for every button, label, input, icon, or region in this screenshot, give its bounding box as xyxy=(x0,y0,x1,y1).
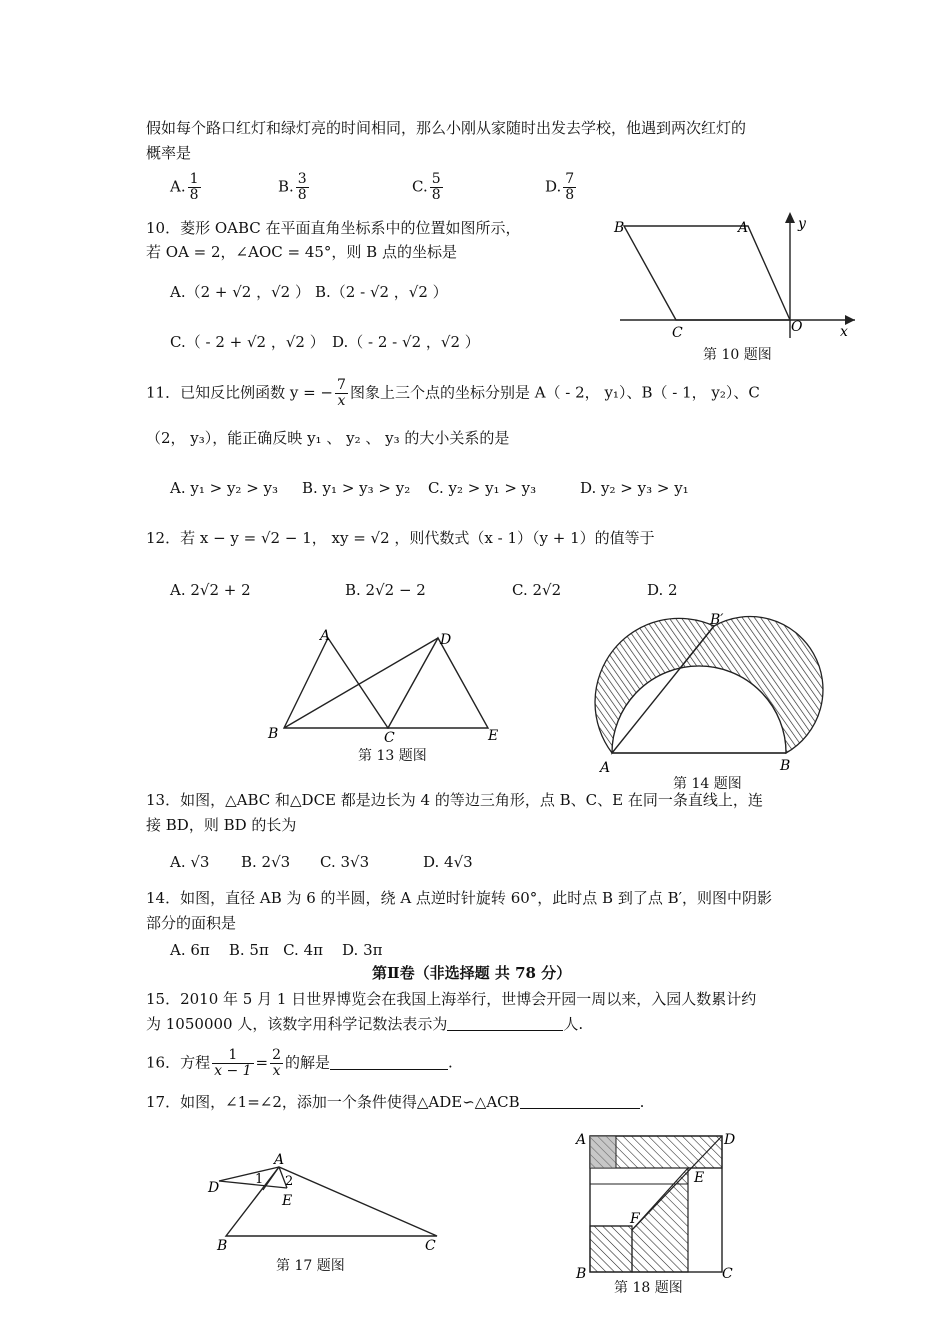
fig14-caption: 第 14 题图 xyxy=(673,776,742,792)
q13-option-d: D. 4√3 xyxy=(423,853,473,871)
q9-option-d: D. $\frac{7}{8}$ xyxy=(545,171,575,203)
q12-option-d: D. 2 xyxy=(647,581,678,599)
fig10-label-a: A xyxy=(738,220,749,236)
fig10-caption: 第 10 题图 xyxy=(703,347,772,363)
fig17-label-d: D xyxy=(208,1180,220,1196)
fig18-caption: 第 18 题图 xyxy=(614,1280,683,1296)
figure-10 xyxy=(600,208,870,348)
q9-option-c: C. $\frac{5}{8}$ xyxy=(412,171,441,203)
fig17-label-c: C xyxy=(425,1238,436,1254)
q13-option-b: B. 2√3 xyxy=(241,853,291,871)
q11-option-c: C. y₂ > y₁ > y₃ xyxy=(428,479,537,497)
fig18-label-d: D xyxy=(724,1132,736,1148)
fig17-angle-2: 2 xyxy=(285,1174,294,1189)
q12-line1: 12．若 x − y = √2 − 1， xy = √2 ，则代数式（x - 1）（y + 1）的值等于 xyxy=(146,529,655,547)
q12-option-b: B. 2√2 − 2 xyxy=(345,581,426,599)
fig17-label-b: B xyxy=(217,1238,228,1254)
q13-option-c: C. 3√3 xyxy=(320,853,370,871)
fig13-label-b: B xyxy=(268,726,279,742)
q11-option-a: A. y₁ > y₂ > y₃ xyxy=(170,479,279,497)
q9-line1: 假如每个路口红灯和绿灯亮的时间相同，那么小刚从家随时出发去学校，他遇到两次红灯的 xyxy=(146,119,747,137)
q14-line2: 部分的面积是 xyxy=(146,914,237,932)
q13-line2: 接 BD，则 BD 的长为 xyxy=(146,816,297,834)
q15-line2: 为 1050000 人，该数字用科学记数法表示为 人. xyxy=(146,1015,584,1033)
q11-line1: 11．已知反比例函数 y = − $\frac{7}{x}$ 图象上三个点的坐标分别是 A（ - 2， y₁）、B（ - 1， y₂）、C xyxy=(146,377,760,409)
q14-line1: 14．如图，直径 AB 为 6 的半圆，绕 A 点逆时针旋转 60°，此时点 B 到了点 B′，则图中阴影 xyxy=(146,889,773,907)
q17-answer-blank[interactable] xyxy=(520,1092,640,1109)
q12-option-c: C. 2√2 xyxy=(512,581,562,599)
q10-option-d: D.（ - 2 - √2 ，√2 ） xyxy=(332,333,480,351)
fig18-label-e: E xyxy=(694,1170,705,1186)
q15-answer-blank[interactable] xyxy=(447,1014,563,1031)
q10-line1: 10．菱形 OABC 在平面直角坐标系中的位置如图所示， xyxy=(146,219,521,237)
q11-option-b: B. y₁ > y₃ > y₂ xyxy=(302,479,411,497)
fig14-label-a: A xyxy=(600,760,611,776)
q15-line1: 15．2010 年 5 月 1 日世界博览会在我国上海举行，世博会开园一周以来，入园人数累计约 xyxy=(146,990,757,1008)
fig14-label-b: B xyxy=(780,758,791,774)
q16-answer-blank[interactable] xyxy=(330,1053,448,1070)
fig13-label-a: A xyxy=(320,628,331,644)
fig13-caption: 第 13 题图 xyxy=(358,748,427,764)
fig10-label-x: x xyxy=(840,324,848,340)
q13-line1: 13．如图，△ABC 和△DCE 都是边长为 4 的等边三角形，点 B、C、E 在同一条直线上，连 xyxy=(146,791,763,809)
fig17-label-a: A xyxy=(274,1152,285,1168)
q16-line: 16．方程 $\frac{1}{x - 1}$ = $\frac{2}{x}$ 的解是 . xyxy=(146,1047,453,1079)
fig14-label-bprime: B′ xyxy=(710,612,724,628)
fig17-label-e: E xyxy=(282,1193,293,1209)
q9-option-a: A. $\frac{1}{8}$ xyxy=(170,171,199,203)
fig13-label-d: D xyxy=(440,632,452,648)
q10-option-b: B.（2 - √2 ，√2 ） xyxy=(315,283,448,301)
fig13-label-e: E xyxy=(488,728,499,744)
fig10-label-b: B xyxy=(614,220,625,236)
q10-option-c: C.（ - 2 + √2 ，√2 ） xyxy=(170,333,325,351)
q13-option-a: A. √3 xyxy=(170,853,210,871)
fig13-label-c: C xyxy=(384,730,395,746)
section-2-heading: 第Ⅱ卷（非选择题 共 78 分） xyxy=(372,964,572,982)
figure-17 xyxy=(205,1150,450,1254)
figure-14 xyxy=(590,610,800,775)
fig18-label-b: B xyxy=(576,1266,587,1282)
q11-option-d: D. y₂ > y₃ > y₁ xyxy=(580,479,689,497)
fig17-angle-1: 1 xyxy=(255,1172,264,1187)
fig10-label-y: y xyxy=(798,216,806,232)
q10-option-a: A.（2 + √2 ，√2 ） xyxy=(170,283,310,301)
q11-line2: （2， y₃），能正确反映 y₁ 、 y₂ 、 y₃ 的大小关系的是 xyxy=(146,429,510,447)
fig17-caption: 第 17 题图 xyxy=(276,1258,345,1274)
q14-options: A. 6π B. 5π C. 4π D. 3π xyxy=(170,941,383,959)
figure-13 xyxy=(264,626,514,746)
fig10-label-o: O xyxy=(791,319,803,335)
fig18-label-c: C xyxy=(722,1266,733,1282)
figure-18 xyxy=(572,1128,742,1288)
q17-line: 17．如图，∠1=∠2，添加一个条件使得△ADE∽△ACB . xyxy=(146,1093,645,1111)
fig10-label-c: C xyxy=(672,325,683,341)
q9-line2: 概率是 xyxy=(146,144,192,162)
q10-line2: 若 OA = 2，∠AOC = 45°，则 B 点的坐标是 xyxy=(146,243,457,261)
fig18-label-a: A xyxy=(576,1132,587,1148)
fig18-label-f: F xyxy=(630,1211,640,1227)
q9-option-b: B. $\frac{3}{8}$ xyxy=(278,171,307,203)
q12-option-a: A. 2√2 + 2 xyxy=(170,581,251,599)
